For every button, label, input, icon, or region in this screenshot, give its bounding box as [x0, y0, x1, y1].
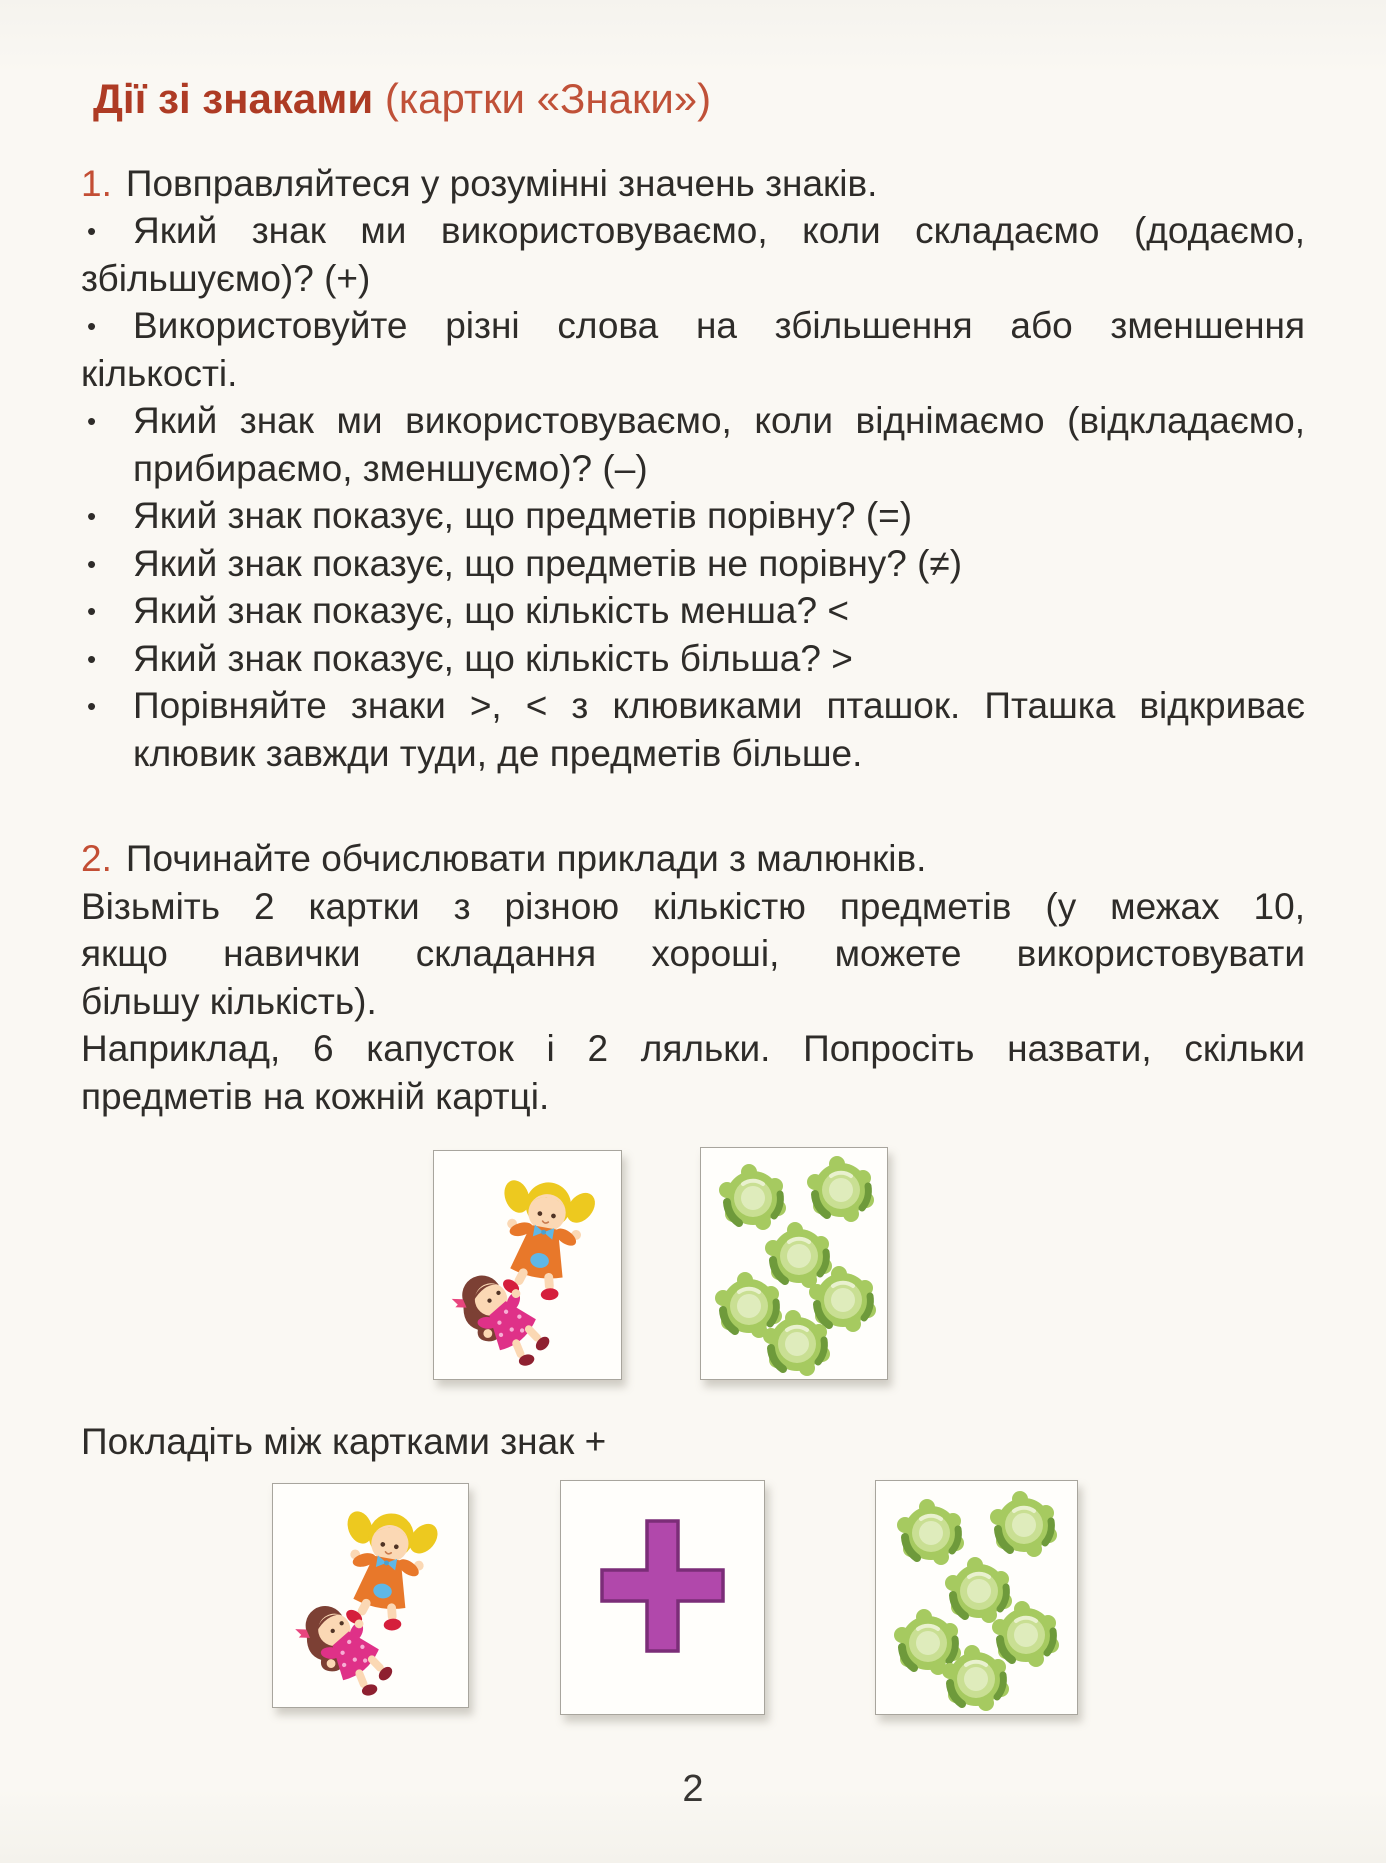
card-dolls-1	[433, 1150, 622, 1380]
bullet-dot-icon: •	[87, 596, 97, 626]
section1-number: 1.	[81, 163, 112, 204]
bullet-dot-icon: •	[87, 644, 97, 674]
bullet-line: • Який знак показує, що предметів порівну? (=)	[81, 492, 1305, 540]
bullet-dot-icon: •	[87, 691, 97, 721]
section2-number: 2.	[81, 838, 112, 879]
bullet-dot-icon: •	[87, 216, 97, 246]
bullet-dot-icon: •	[87, 549, 97, 579]
dolls-icon	[434, 1151, 621, 1379]
page-title-suffix: (картки «Знаки»)	[373, 75, 712, 122]
bullet-line: • Який знак ми використовуваємо, коли віднімаємо (відкладаємо,	[81, 397, 1305, 445]
cabbages-icon	[701, 1148, 887, 1379]
bullet-line: • Який знак показує, що кількість більша? >	[81, 635, 1305, 683]
section1-heading-text: Повправляйтеся у розумінні значень знаків.	[125, 163, 878, 204]
bullet-line: • Який знак ми використовуваємо, коли складаємо (додаємо,	[81, 207, 1305, 255]
text-line: Наприклад, 6 капусток і 2 ляльки. Попросіть назвати, скільки	[81, 1028, 1305, 1069]
section1-heading	[81, 160, 1305, 208]
bullet-line: • Який знак показує, що кількість менша? <	[81, 587, 1305, 635]
page-title	[93, 76, 711, 122]
page-number: 2	[682, 1768, 704, 1810]
bullet-line: • Який знак показує, що предметів не порівну? (≠)	[81, 540, 1305, 588]
bullet-dot-icon: •	[87, 501, 97, 531]
text-line: кількості.	[81, 353, 238, 394]
text-line: клювик завжди туди, де предметів більше.	[133, 733, 863, 774]
page-title-main: Дії зі знаками	[93, 75, 374, 122]
instruction-plus: Покладіть між картками знак +	[81, 1421, 607, 1462]
card-cabbages-2	[875, 1480, 1078, 1715]
section2-heading-text: Починайте обчислювати приклади з малюнків.	[125, 838, 927, 879]
bullet-dot-icon: •	[87, 311, 97, 341]
dolls-icon	[273, 1484, 468, 1707]
text-line: якщо навички складання хороші, можете використовувати	[81, 933, 1305, 974]
text-line: предметів на кожній картці.	[81, 1076, 550, 1117]
text-line: Візьміть 2 картки з різною кількістю предметів (у межах 10,	[81, 886, 1305, 927]
section2-heading	[81, 835, 1305, 883]
card-plus	[560, 1480, 765, 1715]
bullet-dot-icon: •	[87, 406, 97, 436]
cabbages-icon	[876, 1481, 1077, 1714]
text-line: більшу кількість).	[81, 981, 377, 1022]
card-cabbages-1	[700, 1147, 888, 1380]
bullet-line: • Використовуйте різні слова на збільшення або зменшення	[81, 302, 1305, 350]
bullet-line: • Порівняйте знаки >, < з клювиками пташок. Пташка відкриває	[81, 682, 1305, 730]
text-line: прибираємо, зменшуємо)? (–)	[133, 448, 648, 489]
text-line: збільшуємо)? (+)	[81, 258, 371, 299]
plus-icon	[561, 1481, 764, 1714]
card-dolls-2	[272, 1483, 469, 1708]
